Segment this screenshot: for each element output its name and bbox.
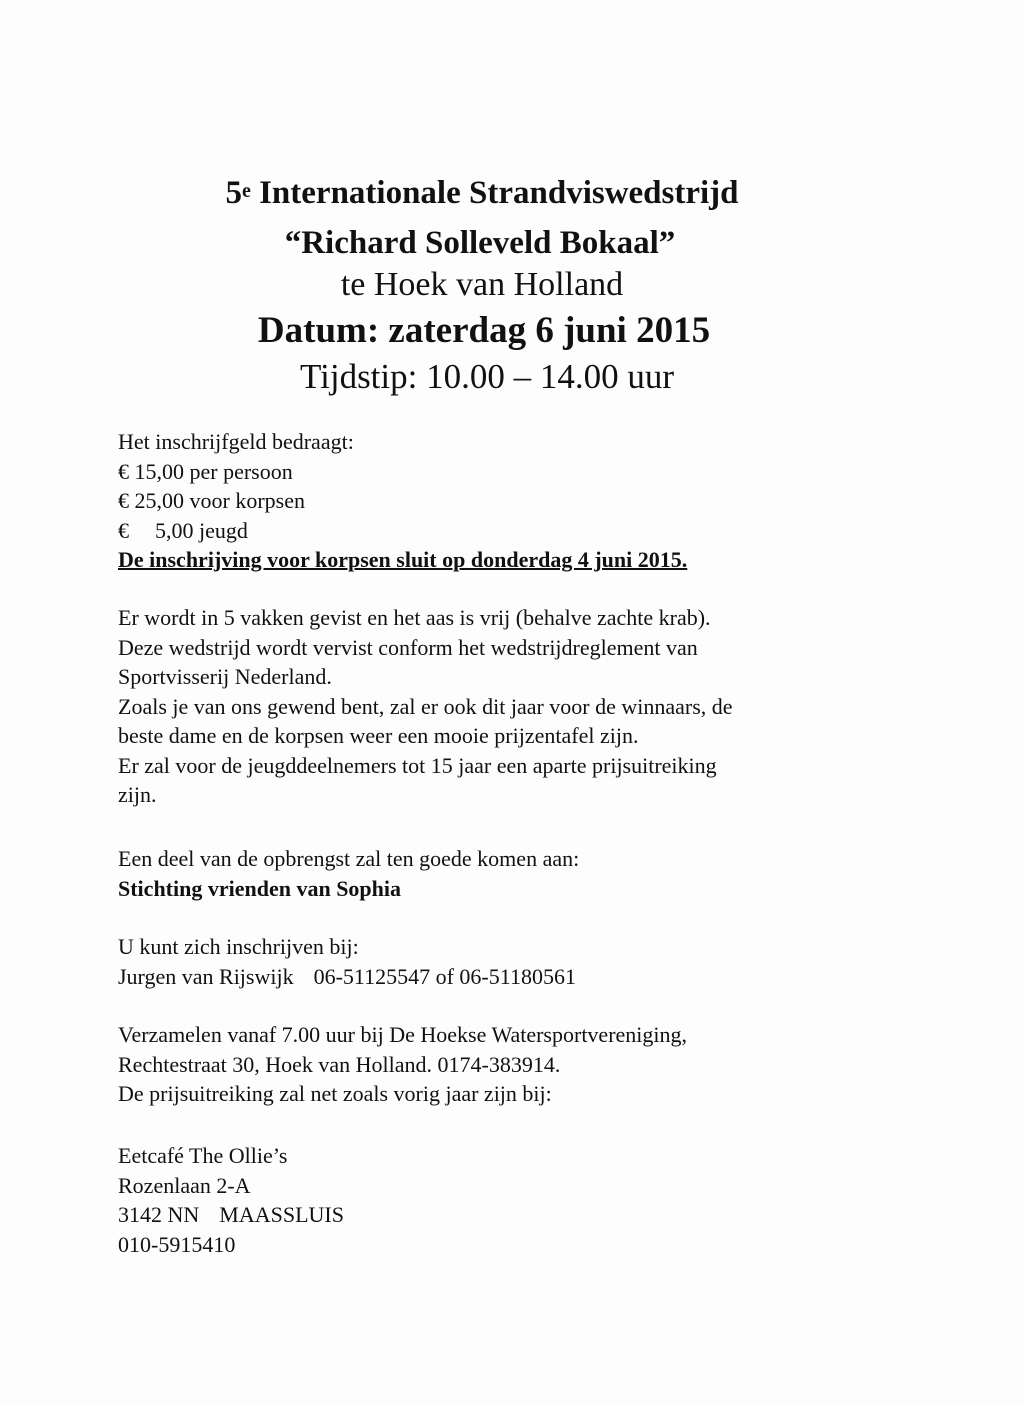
rules-line: beste dame en de korpsen weer een mooie prijzentafel zijn. [118,723,639,748]
event-date: Datum: zaterdag 6 juni 2015 [257,310,711,351]
event-location: te Hoek van Holland [340,266,624,303]
gathering-section [118,1020,687,1109]
venue-city: MAASSLUIS [219,1202,344,1227]
fee-amount: 15,00 per persoon [134,458,293,484]
gather-line: De prijsuitreiking zal net zoals vorig jaar zijn bij: [118,1081,552,1106]
rules-line: Zoals je van ons gewend bent, zal er ook dit jaar voor de winnaars, de [118,693,733,719]
rules-line: Er zal voor de jeugddeelnemers tot 15 jaar een aparte prijsuitreiking [118,752,717,778]
fee-item [118,486,687,516]
signup-contact [118,962,576,992]
gather-line: Rechtestraat 30, Hoek van Holland. 0174-383914. [118,1051,561,1077]
fee-currency: € [118,488,129,513]
contact-phones: 06-51125547 of 06-51180561 [313,963,576,989]
rules-line: Deze wedstrijd wordt vervist conform het wedstrijdreglement van [118,634,698,660]
venue-name: Eetcafé The Ollie’s [118,1143,288,1168]
venue-street: Rozenlaan 2-A [118,1172,251,1198]
charity-section [118,844,579,903]
rules-line: Er wordt in 5 vakken gevist en het aas is vrij (behalve zachte krab). [118,605,711,630]
title-superscript: e [241,180,251,202]
fee-item [118,457,687,487]
venue-address [118,1141,344,1259]
charity-intro: Een deel van de opbrengst zal ten goede komen aan: [118,846,580,871]
gather-line: Verzamelen vanaf 7.00 uur bij De Hoekse Watersportvereniging, [118,1022,688,1047]
contact-name: Jurgen van Rijswijk [118,963,294,989]
rules-section [118,603,733,810]
fee-currency: € [118,517,129,543]
rules-line: zijn. [118,782,157,807]
charity-name: Stichting vrienden van Sophia [118,875,402,901]
fee-item [118,516,687,546]
title-number: 5 [225,175,242,211]
event-title [0,168,994,218]
rules-line: Sportvisserij Nederland. [118,664,332,689]
registration-deadline: De inschrijving voor korpsen sluit op donderdag 4 juni 2015. [118,547,688,572]
venue-postcode: 3142 NN [118,1202,200,1227]
fees-section [118,427,687,575]
fee-amount: 25,00 voor korpsen [134,488,305,513]
trophy-name: “Richard Solleveld Bokaal” [284,225,676,261]
venue-phone: 010-5915410 [118,1231,236,1257]
fees-intro: Het inschrijfgeld bedraagt: [118,429,354,454]
fee-currency: € [118,458,129,484]
venue-postal [118,1200,344,1230]
signup-intro: U kunt zich inschrijven bij: [118,934,359,959]
title-text: Internationale Strandviswedstrijd [250,175,739,211]
signup-section [118,932,576,991]
event-time: Tijdstip: 10.00 – 14.00 uur [299,357,675,396]
fee-amount: 5,00 jeugd [155,517,248,543]
